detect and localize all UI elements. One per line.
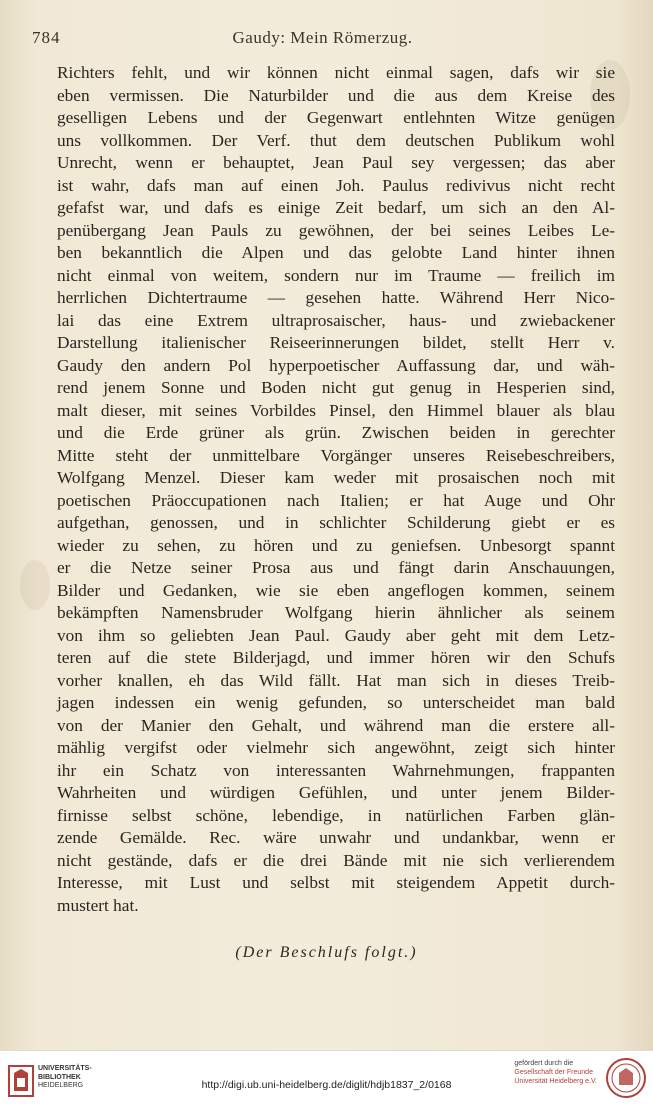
- running-title: Gaudy: Mein Römerzug.: [232, 28, 413, 47]
- text-line: gefafst war, und dafs es einige Zeit bedarf, um sich an den Al-: [57, 198, 615, 217]
- text-line: Richters fehlt, und wir können nicht einmal sagen, dafs wir sie: [57, 63, 615, 82]
- source-url[interactable]: http://digi.ub.uni-heidelberg.de/diglit/hdjb1837_2/0168: [201, 1079, 452, 1091]
- closing-note: (Der Beschlufs folgt.): [235, 944, 418, 961]
- text-line: ist wahr, dafs man auf einen Joh. Paulus redivivus nicht recht: [57, 175, 615, 195]
- text-line: Gaudy den andern Pol hyperpoetischer Auffassung dar, und wäh-: [57, 355, 615, 375]
- sponsor-text: [514, 1059, 597, 1086]
- text-line: von der Manier den Gehalt, und während man die erstere all-: [57, 715, 615, 735]
- text-line: aufgethan, genossen, und in schlichter Schilderung giebt er es: [57, 513, 615, 532]
- text-line: herrlichen Dichtertraume — gesehen hatte. Während Herr Nico-: [57, 288, 615, 307]
- text-line: malt dieser, mit seines Vorbildes Pinsel, den Himmel blauer als blau: [57, 400, 615, 420]
- text-line: penübergang Jean Pauls zu gewöhnen, der bei seines Leibes Le-: [57, 220, 615, 240]
- text-line: zende Gemälde. Rec. wäre unwahr und undankbar, wenn er: [57, 828, 615, 847]
- text-line: poetischen Präoccupationen nach Italien; er hat Auge und Ohr: [57, 490, 615, 510]
- sponsor-line: Gesellschaft der Freunde: [514, 1069, 593, 1076]
- text-line: nicht gestände, dafs er die drei Bände mit nie sich verlierendem: [57, 850, 615, 870]
- text-line: Bilder und Gedanken, wie sie eben angeflogen kommen, seinem: [57, 580, 615, 600]
- sponsor-line: gefördert durch die: [514, 1060, 574, 1067]
- text-line: wieder zu sehen, zu hören und zu geniefsen. Unbesorgt spannt: [57, 535, 615, 555]
- sponsor-line: Universität Heidelberg e.V.: [514, 1078, 597, 1085]
- text-line: lai das eine Extrem ultraprosaischer, haus- und zwiebackener: [57, 310, 615, 330]
- text-line: ihr ein Schatz von interessanten Wahrnehmungen, frappanten: [57, 760, 615, 780]
- text-line: von ihm so geliebten Jean Paul. Gaudy aber geht mit dem Letz-: [57, 625, 615, 645]
- text-line: jagen indessen ein wenig gefunden, so unterscheidet man bald: [57, 693, 615, 712]
- text-line: Wahrheiten und würdigen Gefühlen, und unter jenem Bilder-: [57, 783, 615, 802]
- text-line: mählig vergifst oder vielmehr sich angewöhnt, zeigt sich hinter: [57, 738, 615, 757]
- library-line: UNIVERSITÄTS-: [38, 1065, 92, 1072]
- text-line: Wolfgang Menzel. Dieser kam weder mit prosaischen noch mit: [57, 468, 615, 487]
- text-line: uns vollkommen. Der Verf. thut dem deutschen Publikum wohl: [57, 130, 615, 150]
- text-line: geselligen Lebens und der Gegenwart entlehnten Witze genügen: [57, 108, 615, 127]
- text-line: eben vermissen. Die Naturbilder und die aus dem Kreise des: [57, 85, 615, 105]
- text-line: vorher knallen, eh das Wild fällt. Hat man sich in dieses Treib-: [57, 670, 615, 690]
- text-line: ben bekanntlich die Alpen und das gelobte Land hinter ihnen: [57, 243, 615, 262]
- text-line: Mitte steht der unmittelbare Vorgänger unseres Reisebeschreibers,: [57, 445, 615, 465]
- footer-bar: [0, 1050, 653, 1106]
- text-line: und die Erde grüner als grün. Zwischen beiden in gerechter: [57, 423, 615, 442]
- library-line: HEIDELBERG: [38, 1082, 84, 1089]
- text-line: nicht einmal von weitem, sondern nur im Traume — freilich im: [57, 265, 615, 285]
- text-line: mustert hat.: [57, 895, 139, 915]
- library-line: BIBLIOTHEK: [38, 1073, 81, 1081]
- paper-stain: [20, 560, 50, 610]
- text-line: teren auf die stete Bilderjagd, und immer hören wir den Schufs: [57, 648, 615, 667]
- body-text: [57, 62, 615, 917]
- page-number: 784: [32, 28, 61, 47]
- running-header: [32, 28, 613, 50]
- text-line: Unrecht, wenn er behauptet, Jean Paul sey vergessen; das aber: [57, 153, 615, 172]
- text-line: firnisse selbst schöne, lebendige, in natürlichen Farben glän-: [57, 805, 615, 825]
- university-seal-icon: [605, 1057, 647, 1099]
- text-line: Interesse, mit Lust und selbst mit steigendem Appetit durch-: [57, 873, 615, 892]
- text-line: Darstellung italienischer Reiseerinnerungen bildet, stellt Herr v.: [57, 333, 615, 352]
- text-line: rend jenem Sonne und Boden nicht gut genug in Hesperien sind,: [57, 378, 615, 397]
- text-line: er die Netze seiner Prosa aus und fängt darin Anschauungen,: [57, 558, 615, 577]
- text-line: bekämpften Namensbruder Wolfgang hierin ähnlicher als seinem: [57, 603, 615, 622]
